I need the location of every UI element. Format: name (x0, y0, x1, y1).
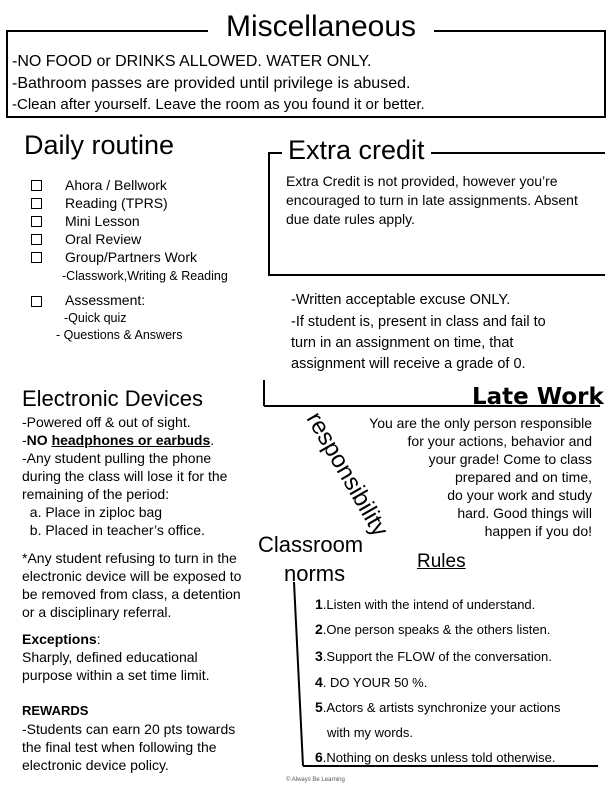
late-line: -Written acceptable excuse ONLY. (291, 292, 511, 308)
devices-refuse-line: *Any student refusing to turn in the (22, 550, 237, 566)
footer-credit: © Always Be Learning (286, 777, 345, 783)
devices-line: -Powered off & out of sight. (22, 414, 191, 430)
rule-item: 1.Listen with the intend of understand. (315, 596, 536, 612)
responsibility-line: do your work and study (447, 487, 592, 503)
exceptions-line: Sharply, defined educational (22, 649, 198, 665)
daily-routine-title: Daily routine (24, 130, 175, 160)
daily-item: Reading (TPRS) (65, 195, 168, 211)
rule-item: 2.One person speaks & the others listen. (315, 621, 551, 637)
devices-line-headphones: -NO headphones or earbuds. (22, 432, 215, 448)
misc-line-clean: -Clean after yourself. Leave the room as you found it or better. (12, 96, 425, 113)
rules-title: Rules (417, 551, 466, 572)
extra-credit-text: Extra Credit is not provided, however you’re encouraged to turn in late assignments. Absent due date rules apply. (286, 173, 578, 227)
late-line: -If student is, present in class and fail to (291, 314, 546, 330)
daily-item: Oral Review (65, 231, 142, 247)
daily-sub-quiz: -Quick quiz (64, 311, 127, 325)
responsibility-line: You are the only person responsible (369, 415, 592, 431)
daily-item: Ahora / Bellwork (65, 177, 167, 193)
rule-item: 5.Actors & artists synchronize your actions (315, 699, 561, 715)
rewards-line: -Students can earn 20 pts towards (22, 721, 236, 737)
misc-line-food: -NO FOOD or DRINKS ALLOWED. WATER ONLY. (12, 53, 372, 70)
devices-line: b. Placed in teacher’s office. (22, 522, 205, 538)
daily-item: Group/Partners Work (65, 249, 198, 265)
late-line: turn in an assignment on time, that (291, 335, 514, 351)
devices-refuse-line: be removed from class, a detention (22, 586, 241, 602)
devices-line: a. Place in ziploc bag (22, 504, 163, 520)
daily-item: Mini Lesson (65, 213, 140, 229)
devices-refuse-line: or a disciplinary referral. (22, 604, 172, 620)
exceptions-label: Exceptions: (22, 631, 101, 647)
extra-credit-title: Extra credit (282, 135, 431, 166)
daily-item-assessment: Assessment: (65, 292, 146, 308)
classroom-norms-title-line2: norms (284, 561, 346, 586)
rule-item: 6.Nothing on desks unless told otherwise. (315, 749, 556, 765)
rule-item: 4. DO YOUR 50 %. (315, 674, 428, 690)
responsibility-line: for your actions, behavior and (407, 433, 592, 449)
daily-sub-questions: - Questions & Answers (56, 328, 183, 342)
rewards-line: the final test when following the (22, 739, 217, 755)
responsibility-line: happen if you do! (484, 523, 592, 539)
classroom-norms-title-line1: Classroom (258, 532, 364, 557)
rule-item-continued: with my words. (327, 725, 413, 740)
rewards-label: REWARDS (22, 703, 89, 718)
responsibility-line: hard. Good things will (457, 505, 592, 521)
electronic-devices-title: Electronic Devices (22, 386, 203, 411)
rule-item: 3.Support the FLOW of the conversation. (315, 648, 552, 664)
devices-refuse-line: electronic device will be exposed to (22, 568, 242, 584)
devices-line: during the class will lose it for the (22, 468, 228, 484)
responsibility-line: prepared and on time, (455, 469, 592, 485)
responsibility-line: your grade! Come to class (428, 451, 592, 467)
misc-title: Miscellaneous (208, 8, 434, 46)
devices-line: remaining of the period: (22, 486, 170, 502)
responsibility-word: responsibility (300, 407, 394, 542)
daily-sub-classwork: -Classwork,Writing & Reading (62, 269, 228, 283)
devices-line: -Any student pulling the phone (22, 450, 212, 466)
misc-line-bathroom: -Bathroom passes are provided until privilege is abused. (12, 75, 411, 92)
rewards-line: electronic device policy. (22, 757, 169, 773)
exceptions-line: purpose within a set time limit. (22, 667, 210, 683)
late-work-title: Late Work (472, 384, 604, 410)
late-line: assignment will receive a grade of 0. (291, 356, 526, 372)
